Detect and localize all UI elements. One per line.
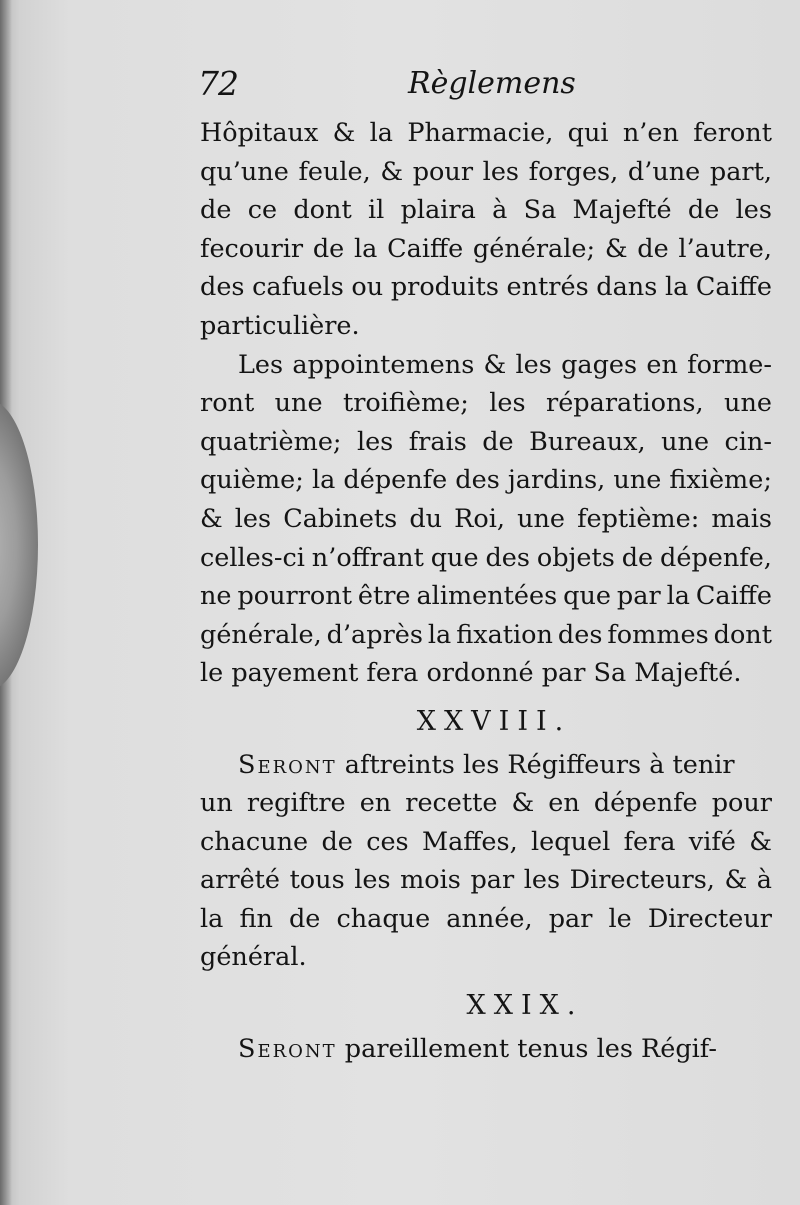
article-heading: XXIX. bbox=[466, 990, 584, 1022]
text-line: général. bbox=[200, 942, 307, 973]
text-line: des cafuels ou produits entrés dans la Caiffe bbox=[200, 272, 772, 303]
article-first-word: Seront bbox=[238, 749, 337, 780]
article-first-word: Seront bbox=[238, 1033, 337, 1064]
text-line: un regiftre en recette & en dépenfe pour bbox=[200, 788, 772, 819]
text-line: générale, d’après la fixation des fommes dont bbox=[200, 619, 772, 650]
text-line: Hôpitaux & la Pharmacie, qui n’en feront bbox=[200, 118, 772, 148]
text-line: celles-ci n’offrant que des objets de dépenfe, bbox=[200, 542, 772, 573]
text-line: particulière. bbox=[200, 310, 360, 341]
text-line: ront une troifième; les réparations, une bbox=[200, 388, 772, 419]
article-first-line: aftreints les Régiffeurs à tenir bbox=[344, 749, 735, 780]
text-line: fecourir de la Caiffe générale; & de l’autre, bbox=[200, 233, 772, 264]
text-line: quième; la dépenfe des jardins, une fixième; bbox=[200, 465, 772, 496]
text-line: quatrième; les frais de Bureaux, une cin- bbox=[200, 426, 772, 457]
body-text bbox=[200, 114, 772, 1068]
article-first-line: pareillement tenus les Régif- bbox=[344, 1033, 717, 1064]
text-line: qu’une feule, & pour les forges, d’une part, bbox=[200, 156, 772, 187]
article-heading: XXVIII. bbox=[416, 705, 572, 737]
text-line: & les Cabinets du Roi, une feptième: mais bbox=[200, 503, 772, 534]
page-header bbox=[198, 64, 758, 108]
thumb-shadow bbox=[0, 400, 38, 690]
text-line: chacune de ces Maffes, lequel fera vifé & bbox=[200, 826, 772, 857]
text-line: arrêté tous les mois par les Directeurs, & à bbox=[200, 865, 772, 896]
text-line: Les appointemens & les gages en forme- bbox=[238, 349, 772, 380]
text-line: de ce dont il plaira à Sa Majefté de les bbox=[200, 195, 772, 226]
text-line: ne pourront être alimentées que par la Caiffe bbox=[200, 581, 772, 612]
text-line: la fin de chaque année, par le Directeur bbox=[200, 903, 772, 934]
text-line bbox=[200, 1030, 772, 1069]
text-line: le payement fera ordonné par Sa Majefté. bbox=[200, 658, 742, 689]
running-title: Règlemens bbox=[408, 66, 576, 101]
page-number: 72 bbox=[198, 64, 238, 103]
text-line bbox=[200, 746, 772, 785]
